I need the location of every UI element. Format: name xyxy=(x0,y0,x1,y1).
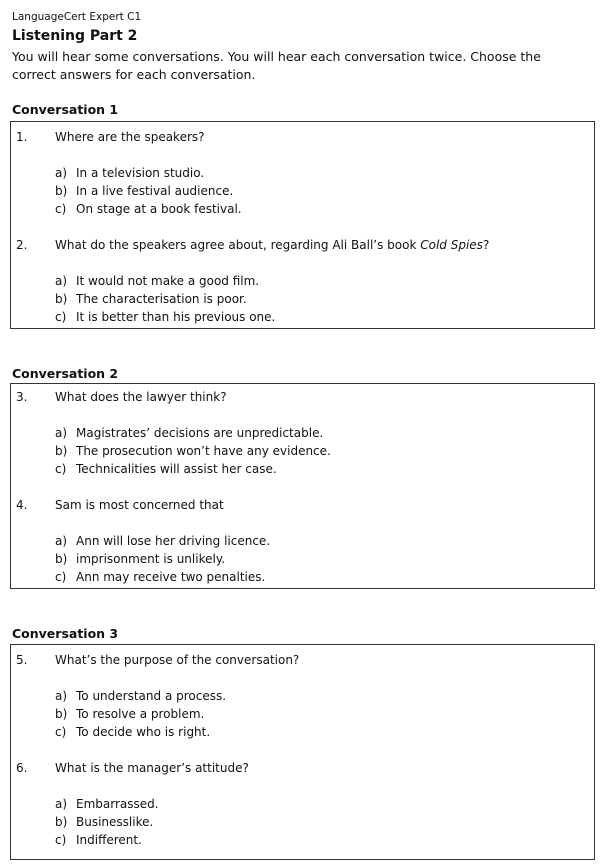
part-title: Listening Part 2 xyxy=(12,28,138,44)
option-c: c) To decide who is right. xyxy=(55,725,211,739)
option-c: c) Ann may receive two penalties. xyxy=(55,570,266,584)
question-text: Sam is most concerned that xyxy=(55,498,224,512)
option-b: b) Businesslike. xyxy=(55,815,154,829)
option-b: b) The characterisation is poor. xyxy=(55,292,247,306)
question-number: 6. xyxy=(16,761,28,775)
option-b: b) The prosecution won’t have any evidence. xyxy=(55,444,331,458)
conversation-3-box xyxy=(10,644,595,860)
option-a: a) In a television studio. xyxy=(55,166,205,180)
conversation-2-box xyxy=(10,383,595,589)
exam-name: LanguageCert Expert C1 xyxy=(12,11,142,23)
question-number: 5. xyxy=(16,653,28,667)
question-text: What does the lawyer think? xyxy=(55,390,227,404)
question-text: What is the manager’s attitude? xyxy=(55,761,249,775)
conversation-1-box xyxy=(10,121,595,329)
question-text: What do the speakers agree about, regarding Ali Ball’s book Cold Spies? xyxy=(55,238,490,252)
conversation-1-title: Conversation 1 xyxy=(12,102,119,117)
option-c: c) Technicalities will assist her case. xyxy=(55,462,277,476)
option-a: a) It would not make a good film. xyxy=(55,274,260,288)
question-number: 3. xyxy=(16,390,28,404)
option-c: c) It is better than his previous one. xyxy=(55,310,276,324)
option-a: a) Embarrassed. xyxy=(55,797,159,811)
option-c: c) On stage at a book festival. xyxy=(55,202,242,216)
option-a: a) Magistrates’ decisions are unpredictable. xyxy=(55,426,324,440)
question-number: 1. xyxy=(16,130,28,144)
instructions: You will hear some conversations. You will hear each conversation twice. Choose the correct answers for each conversation. xyxy=(12,49,541,82)
question-text: What’s the purpose of the conversation? xyxy=(55,653,300,667)
option-b: b) To resolve a problem. xyxy=(55,707,205,721)
book-title: Cold Spies xyxy=(420,238,483,252)
conversation-2-title: Conversation 2 xyxy=(12,366,119,381)
option-a: a) Ann will lose her driving licence. xyxy=(55,534,271,548)
option-b: b) In a live festival audience. xyxy=(55,184,234,198)
conversation-3-title: Conversation 3 xyxy=(12,626,119,641)
question-text: Where are the speakers? xyxy=(55,130,205,144)
question-number: 4. xyxy=(16,498,28,512)
option-c: c) Indifferent. xyxy=(55,833,142,847)
question-number: 2. xyxy=(16,238,28,252)
option-a: a) To understand a process. xyxy=(55,689,227,703)
option-b: b) imprisonment is unlikely. xyxy=(55,552,226,566)
